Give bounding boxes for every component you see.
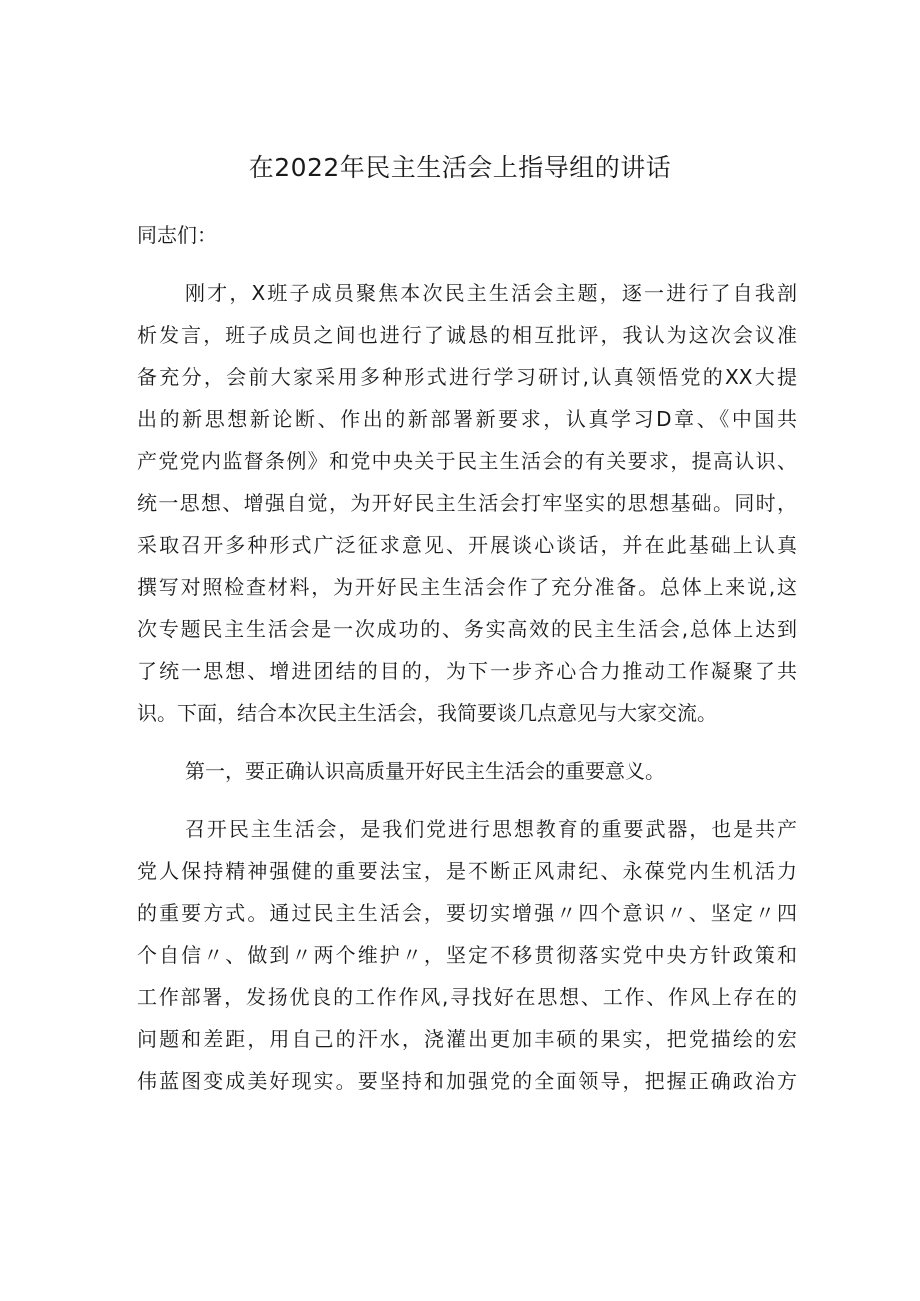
- paragraph-line: 备充分，会前大家采用多种形式进行学习研讨,认真领悟党的XX大提: [137, 365, 797, 389]
- paragraph-line: 析发言，班子成员之间也进行了诚恳的相互批评，我认为这次会议准: [137, 323, 797, 347]
- paragraph-line: 统一思想、增强自觉，为开好民主生活会打牢坚实的思想基础。同时，: [137, 491, 797, 515]
- paragraph-line: 党人保持精神强健的重要法宝，是不断正风肃纪、永葆党内生机活力: [137, 859, 797, 883]
- paragraph-line: 的重要方式。通过民主生活会，要切实增强〃四个意识〃、坚定〃四: [137, 901, 797, 925]
- document-title: 在2022年民主生活会上指导组的讲话: [248, 153, 672, 182]
- paragraph-line: 刚才，X班子成员聚焦本次民主生活会主题，逐一进行了自我剖: [185, 281, 797, 305]
- paragraph-line: 第一，要正确认识高质量开好民主生活会的重要意义。: [185, 759, 665, 783]
- document-body: [137, 214, 797, 1102]
- paragraph-line: 个自信〃、做到〃两个维护〃，坚定不移贯彻落实党中央方针政策和: [137, 943, 797, 967]
- paragraph-line: 采取召开多种形式广泛征求意见、开展谈心谈话，并在此基础上认真: [137, 533, 797, 557]
- paragraph-line: 撰写对照检查材料，为开好民主生活会作了充分准备。总体上来说,这: [137, 575, 797, 599]
- paragraph-line: 识。下面，结合本次民主生活会，我简要谈几点意见与大家交流。: [137, 701, 717, 725]
- paragraph-3: [137, 808, 797, 1102]
- section-heading-1: [137, 750, 797, 792]
- paragraph-line: 工作部署，发扬优良的工作作风,寻找好在思想、工作、作风上存在的: [137, 985, 797, 1009]
- paragraph-line: 次专题民主生活会是一次成功的、务实高效的民主生活会,总体上达到: [137, 617, 797, 641]
- paragraph-line: 产党党内监督条例》和党中央关于民主生活会的有关要求，提高认识、: [137, 449, 797, 473]
- paragraph-1: [137, 272, 797, 734]
- paragraph-line: 了统一思想、增进团结的目的，为下一步齐心合力推动工作凝聚了共: [137, 659, 797, 683]
- paragraph-line: 伟蓝图变成美好现实。要坚持和加强党的全面领导，把握正确政治方: [137, 1069, 797, 1093]
- paragraph-line: 问题和差距，用自己的汗水，浇灌出更加丰硕的果实，把党描绘的宏: [137, 1027, 797, 1051]
- paragraph-line: 召开民主生活会，是我们党进行思想教育的重要武器，也是共产: [185, 817, 797, 841]
- paragraph-line: 出的新思想新论断、作出的新部署新要求，认真学习D章、《中国共: [137, 407, 797, 431]
- salutation: 同志们：: [137, 223, 217, 247]
